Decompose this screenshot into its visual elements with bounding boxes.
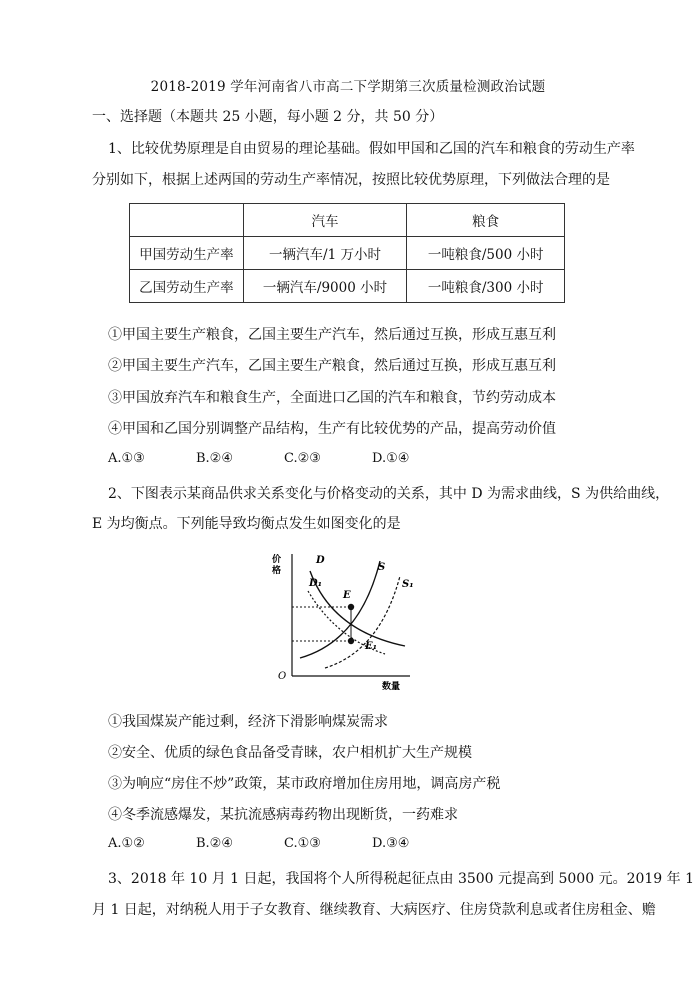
q2-statement-2: ②安全、优质的绿色食品备受青睐，农户相机扩大生产规模 [108, 745, 472, 761]
option-c[interactable]: C.②③ [284, 451, 321, 466]
supply-demand-graph [270, 546, 420, 696]
option-c[interactable]: C.①③ [284, 836, 321, 851]
table-header-cell: 汽车 [243, 204, 407, 237]
x-axis-label: 数量 [382, 682, 401, 692]
label-s: S [378, 562, 386, 573]
label-d1: D₁ [309, 578, 323, 589]
y-axis-label-char1: 价 [272, 555, 282, 565]
table-cell: 一吨粮食/300 小时 [407, 270, 565, 303]
q1-statement-2: ②甲国主要生产汽车，乙国主要生产粮食，然后通过互换，形成互惠互利 [108, 358, 556, 374]
option-a[interactable]: A.①③ [108, 451, 145, 466]
q2-statement-1: ①我国煤炭产能过剩，经济下滑影响煤炭需求 [108, 714, 388, 730]
q2-stem-line1: 2、下图表示某商品供求关系变化与价格变动的关系，其中 D 为需求曲线，S 为供给曲线， [108, 486, 670, 502]
q1-stem-line2: 分别如下，根据上述两国的劳动生产率情况，按照比较优势原理，下列做法合理的是 [92, 172, 610, 188]
option-d[interactable]: D.①④ [372, 451, 410, 466]
y-axis-label-char2: 格 [272, 566, 282, 576]
q1-options [108, 451, 460, 466]
productivity-table [129, 203, 565, 303]
table-header-cell [130, 204, 244, 237]
option-b[interactable]: B.②④ [196, 451, 233, 466]
table-header-cell: 粮食 [407, 204, 565, 237]
q1-statement-4: ④甲国和乙国分别调整产品结构，生产有比较优势的产品，提高劳动价值 [108, 421, 556, 437]
origin-label: O [278, 671, 287, 682]
option-a[interactable]: A.①② [108, 836, 145, 851]
label-d: D [316, 555, 325, 566]
equilibrium-point-e [348, 604, 354, 610]
table-header-row [130, 204, 565, 237]
label-e: E [343, 590, 351, 601]
table-cell: 一辆汽车/1 万小时 [243, 237, 407, 270]
q2-options [108, 836, 460, 851]
option-b[interactable]: B.②④ [196, 836, 233, 851]
q1-statement-1: ①甲国主要生产粮食，乙国主要生产汽车，然后通过互换，形成互惠互利 [108, 327, 556, 343]
q1-stem-line1: 1、比较优势原理是自由贸易的理论基础。假如甲国和乙国的汽车和粮食的劳动生产率 [108, 141, 635, 157]
option-d[interactable]: D.③④ [372, 836, 410, 851]
q2-statement-3: ③为响应“房住不炒”政策，某市政府增加住房用地，调高房产税 [108, 776, 501, 792]
label-e1: E₁ [365, 641, 378, 652]
equilibrium-point-e1 [348, 638, 354, 644]
table-cell: 乙国劳动生产率 [130, 270, 244, 303]
supply-curve-s1 [325, 576, 400, 668]
q2-statement-4: ④冬季流感爆发，某抗流感病毒药物出现断货，一药难求 [108, 807, 458, 823]
table-row [130, 270, 565, 303]
document-title: 2018-2019 学年河南省八市高二下学期第三次质量检测政治试题 [150, 79, 546, 95]
label-s1: S₁ [402, 579, 414, 590]
table-cell: 一吨粮食/500 小时 [407, 237, 565, 270]
table-cell: 一辆汽车/9000 小时 [243, 270, 407, 303]
q1-statement-3: ③甲国放弃汽车和粮食生产，全面进口乙国的汽车和粮食，节约劳动成本 [108, 390, 556, 406]
table-row [130, 237, 565, 270]
section-heading: 一、选择题（本题共 25 小题，每小题 2 分，共 50 分） [92, 109, 444, 125]
demand-curve-d [310, 571, 405, 646]
q2-stem-line2: E 为均衡点。下列能导致均衡点发生如图变化的是 [92, 516, 401, 532]
table-cell: 甲国劳动生产率 [130, 237, 244, 270]
q3-stem-line2: 月 1 日起，对纳税人用于子女教育、继续教育、大病医疗、住房贷款利息或者住房租金、赡 [92, 902, 656, 918]
q3-stem-line1: 3、2018 年 10 月 1 日起，我国将个人所得税起征点由 3500 元提高到 5000 元。2019 年 1 [108, 871, 695, 887]
